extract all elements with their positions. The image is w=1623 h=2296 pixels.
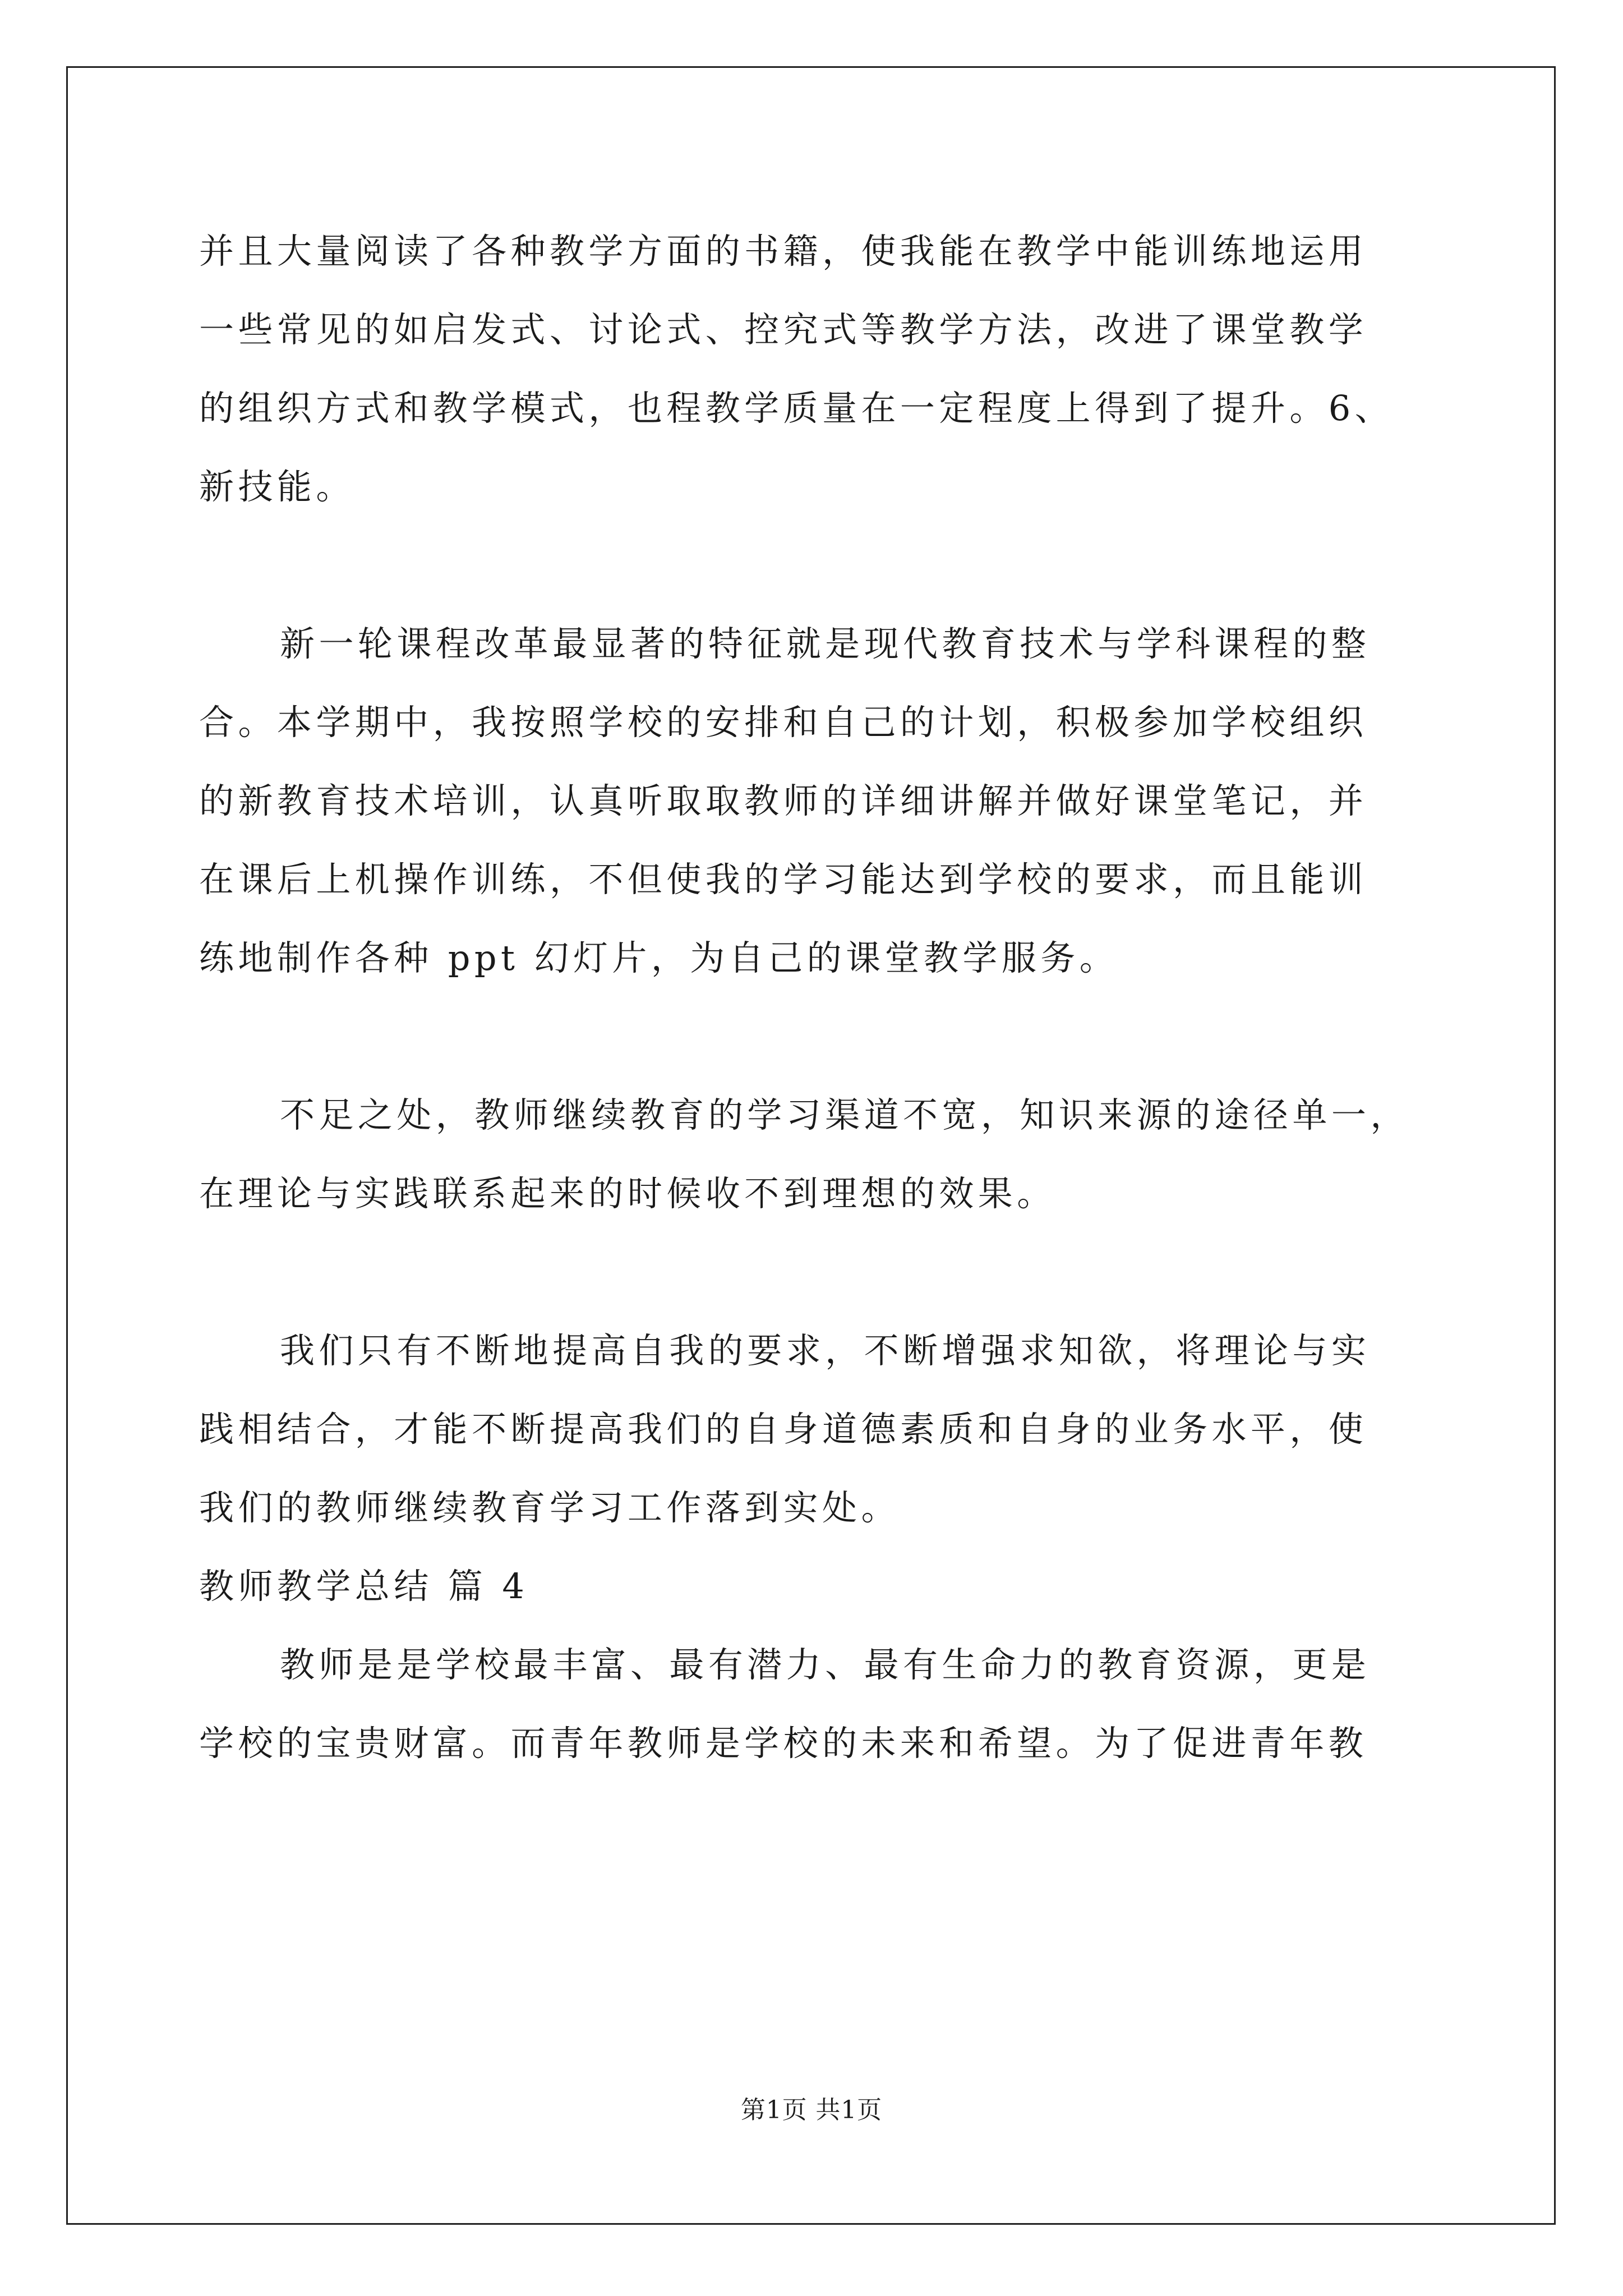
paragraph-line: 践相结合，才能不断提高我们的自身道德素质和自身的业务水平，使 [199, 1408, 1368, 1450]
paragraph-line: 我们只有不断地提高自我的要求，不断增强求知欲，将理论与实 [280, 1329, 1371, 1371]
paragraph-line: 在课后上机操作训练，不但使我的学习能达到学校的要求，而且能训 [199, 858, 1368, 900]
paragraph-line: 一些常见的如启发式、讨论式、控究式等教学方法，改进了课堂教学 [199, 309, 1368, 350]
paragraph-line: 的组织方式和教学模式，也程教学质量在一定程度上得到了提升。6、 [199, 387, 1394, 429]
paragraph-line: 我们的教师继续教育学习工作落到实处。 [199, 1487, 900, 1528]
paragraph-line: 合。本学期中，我按照学校的安排和自己的计划，积极参加学校组织 [199, 701, 1368, 743]
section-heading: 教师教学总结 篇 4 [199, 1565, 529, 1607]
paragraph-line: 学校的宝贵财富。而青年教师是学校的未来和希望。为了促进青年教 [199, 1722, 1368, 1764]
paragraph-line: 教师是是学校最丰富、最有潜力、最有生命力的教育资源，更是 [280, 1644, 1371, 1685]
paragraph-line: 并且大量阅读了各种教学方面的书籍，使我能在教学中能训练地运用 [199, 230, 1368, 272]
paragraph-line: 练地制作各种 ppt 幻灯片，为自己的课堂教学服务。 [199, 937, 1119, 978]
page-footer: 第1页 共1页 [740, 2096, 883, 2124]
paragraph-line: 的新教育技术培训，认真听取取教师的详细讲解并做好课堂笔记，并 [199, 780, 1368, 821]
paragraph-line: 新技能。 [199, 466, 355, 507]
paragraph-line: 在理论与实践联系起来的时候收不到理想的效果。 [199, 1172, 1056, 1214]
paragraph-line: 不足之处，教师继续教育的学习渠道不宽，知识来源的途径单一， [280, 1094, 1409, 1135]
paragraph-line: 新一轮课程改革最显著的特征就是现代教育技术与学科课程的整 [280, 623, 1371, 664]
